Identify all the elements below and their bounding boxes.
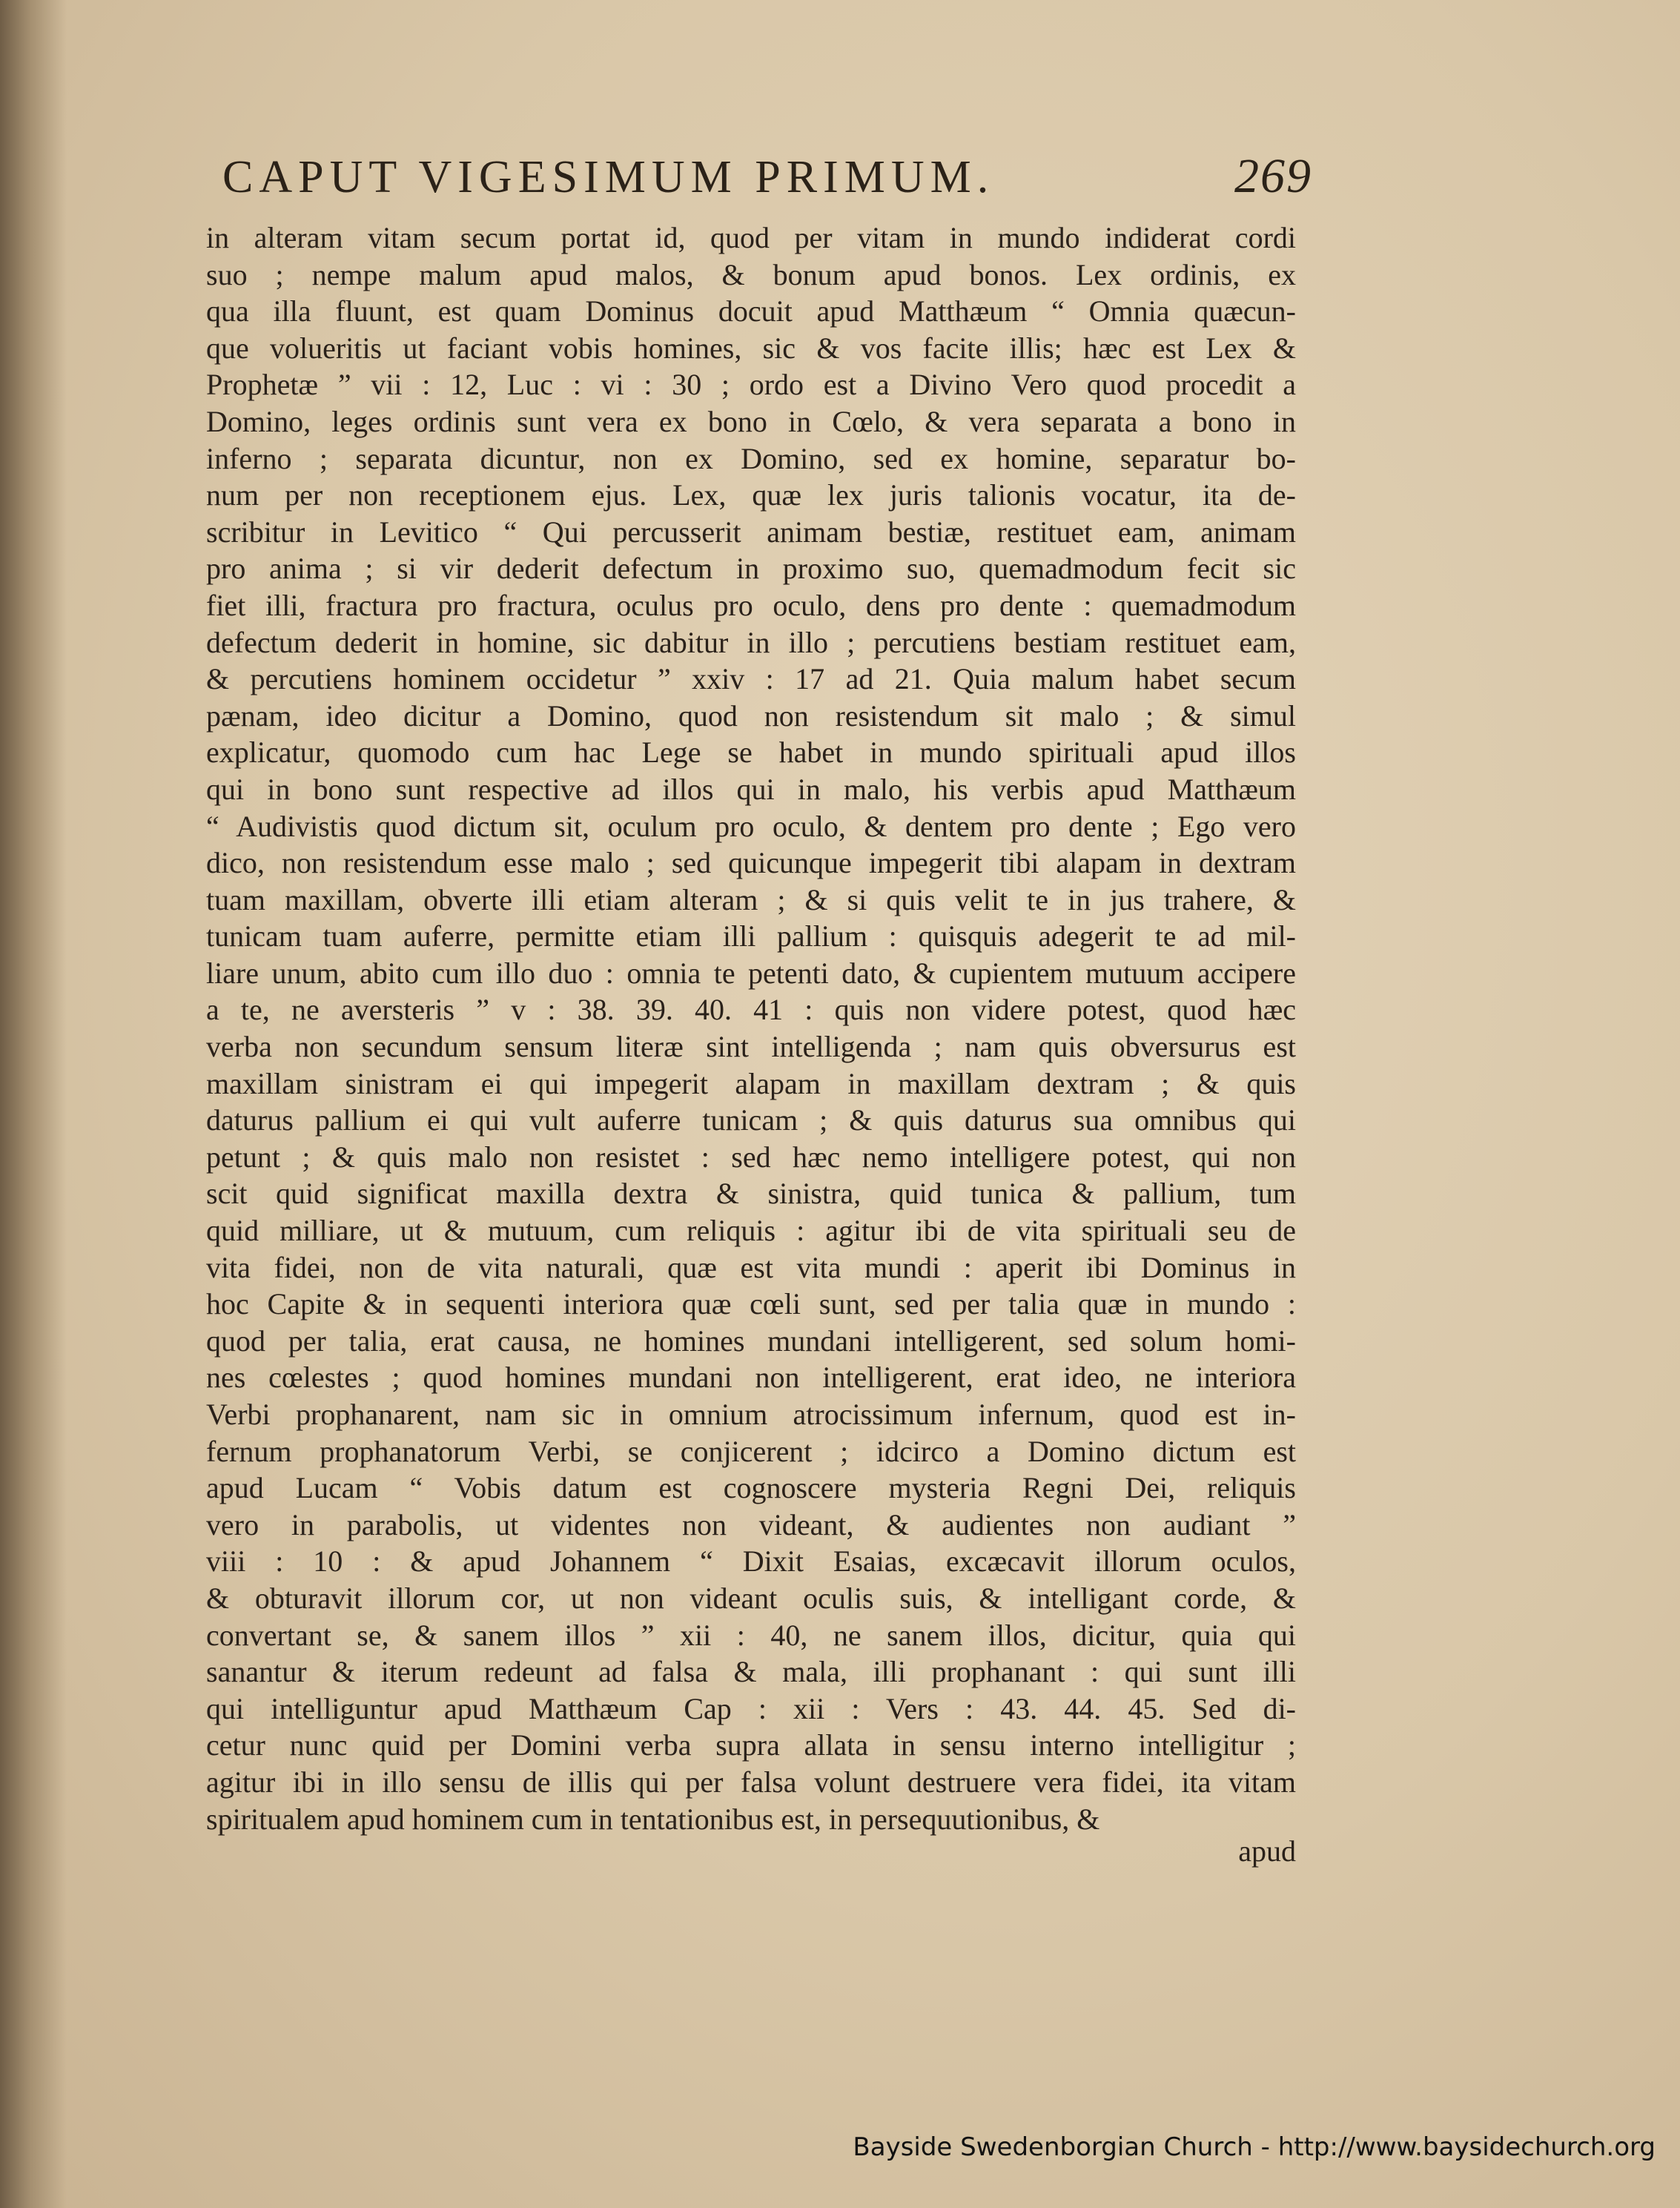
- text-line: spiritualem apud hominem cum in tentationibus est, in persequutionibus, &: [206, 1802, 1100, 1836]
- text-line: a te, ne aversteris ” v : 38. 39. 40. 41 : quis non videre potest, quod hæc: [206, 993, 1296, 1027]
- text-line: que volueritis ut faciant vobis homines, sic & vos facite illis; hæc est Lex &: [206, 331, 1296, 365]
- text-line: inferno ; separata dicuntur, non ex Domino, sed ex homine, separatur bo-: [206, 441, 1296, 475]
- text-line: petunt ; & quis malo non resistet : sed hæc nemo intelligere potest, qui non: [206, 1140, 1296, 1174]
- text-line: convertant se, & sanem illos ” xii : 40, ne sanem illos, dicitur, quia qui: [206, 1618, 1296, 1652]
- running-head: [222, 148, 1312, 211]
- body-text: [206, 219, 1296, 1837]
- text-line: apud Lucam “ Vobis datum est cognoscere mysteria Regni Dei, reliquis: [206, 1471, 1296, 1505]
- text-line: & obturavit illorum cor, ut non videant oculis suis, & intelligant corde, &: [206, 1581, 1296, 1615]
- footer-credit: Bayside Swedenborgian Church - http://www.baysidechurch.org: [853, 2132, 1656, 2162]
- text-line: verba non secundum sensum literæ sint intelligenda ; nam quis obversurus est: [206, 1030, 1296, 1064]
- text-line: in alteram vitam secum portat id, quod per vitam in mundo indiderat cordi: [206, 221, 1296, 254]
- text-line: Domino, leges ordinis sunt vera ex bono in Cœlo, & vera separata a bono in: [206, 404, 1296, 438]
- text-line: defectum dederit in homine, sic dabitur in illo ; percutiens bestiam restituet eam,: [206, 625, 1296, 659]
- binding-gutter-shadow: [0, 0, 67, 2208]
- running-title: CAPUT VIGESIMUM PRIMUM.: [222, 152, 995, 202]
- text-line: tunicam tuam auferre, permitte etiam illi pallium : quisquis adegerit te ad mil-: [206, 919, 1296, 953]
- text-line: pro anima ; si vir dederit defectum in proximo suo, quemadmodum fecit sic: [206, 552, 1296, 586]
- text-line: qua illa fluunt, est quam Dominus docuit apud Matthæum “ Omnia quæcun-: [206, 294, 1296, 328]
- text-line: num per non receptionem ejus. Lex, quæ lex juris talionis vocatur, ita de-: [206, 478, 1296, 512]
- text-line: daturus pallium ei qui vult auferre tunicam ; & quis daturus sua omnibus qui: [206, 1103, 1296, 1137]
- page-number: 269: [1234, 149, 1312, 203]
- text-line: scit quid significat maxilla dextra & sinistra, quid tunica & pallium, tum: [206, 1177, 1296, 1211]
- text-line: quid milliare, ut & mutuum, cum reliquis : agitur ibi de vita spirituali seu de: [206, 1214, 1296, 1248]
- text-line: vero in parabolis, ut videntes non videant, & audientes non audiant ”: [206, 1507, 1296, 1541]
- text-line: scribitur in Levitico “ Qui percusserit animam bestiæ, restituet eam, animam: [206, 515, 1296, 549]
- text-line: viii : 10 : & apud Johannem “ Dixit Esaias, excæcavit illorum oculos,: [206, 1544, 1296, 1579]
- text-line: nes cœlestes ; quod homines mundani non intelligerent, erat ideo, ne interiora: [206, 1361, 1296, 1395]
- text-line: Verbi prophanarent, nam sic in omnium atrocissimum infernum, quod est in-: [206, 1398, 1296, 1431]
- text-line: & percutiens hominem occidetur ” xxiv : 17 ad 21. Quia malum habet secum: [206, 662, 1296, 696]
- text-line: cetur nunc quid per Domini verba supra allata in sensu interno intelligitur ;: [206, 1728, 1296, 1762]
- text-line: suo ; nempe malum apud malos, & bonum apud bonos. Lex ordinis, ex: [206, 257, 1296, 291]
- text-line: qui in bono sunt respective ad illos qui in malo, his verbis apud Matthæum: [206, 772, 1296, 806]
- text-line: tuam maxillam, obverte illi etiam alteram ; & si quis velit te in jus trahere, &: [206, 882, 1296, 916]
- text-line: Prophetæ ” vii : 12, Luc : vi : 30 ; ordo est a Divino Vero quod procedit a: [206, 368, 1296, 402]
- text-line: dico, non resistendum esse malo ; sed quicunque impegerit tibi alapam in dextram: [206, 846, 1296, 880]
- text-line: fiet illi, fractura pro fractura, oculus pro oculo, dens pro dente : quemadmodum: [206, 588, 1296, 622]
- text-line: pænam, ideo dicitur a Domino, quod non resistendum sit malo ; & simul: [206, 698, 1296, 733]
- catchword: apud: [1238, 1834, 1296, 1868]
- text-line: fernum prophanatorum Verbi, se conjicerent ; idcirco a Domino dictum est: [206, 1434, 1296, 1468]
- text-line: agitur ibi in illo sensu de illis qui per falsa volunt destruere vera fidei, ita vitam: [206, 1765, 1296, 1799]
- text-line: quod per talia, erat causa, ne homines mundani intelligerent, sed solum homi-: [206, 1323, 1296, 1358]
- text-line: hoc Capite & in sequenti interiora quæ cœli sunt, sed per talia quæ in mundo :: [206, 1287, 1296, 1321]
- text-line: maxillam sinistram ei qui impegerit alapam in maxillam dextram ; & quis: [206, 1066, 1296, 1100]
- text-line: liare unum, abito cum illo duo : omnia te petenti dato, & cupientem mutuum accipere: [206, 956, 1296, 990]
- text-line: sanantur & iterum redeunt ad falsa & mala, illi prophanant : qui sunt illi: [206, 1655, 1296, 1689]
- text-line: vita fidei, non de vita naturali, quæ est vita mundi : aperit ibi Dominus in: [206, 1250, 1296, 1284]
- text-line: qui intelliguntur apud Matthæum Cap : xii : Vers : 43. 44. 45. Sed di-: [206, 1691, 1296, 1725]
- text-line: explicatur, quomodo cum hac Lege se habet in mundo spirituali apud illos: [206, 736, 1296, 770]
- text-line: “ Audivistis quod dictum sit, oculum pro oculo, & dentem pro dente ; Ego vero: [206, 809, 1296, 843]
